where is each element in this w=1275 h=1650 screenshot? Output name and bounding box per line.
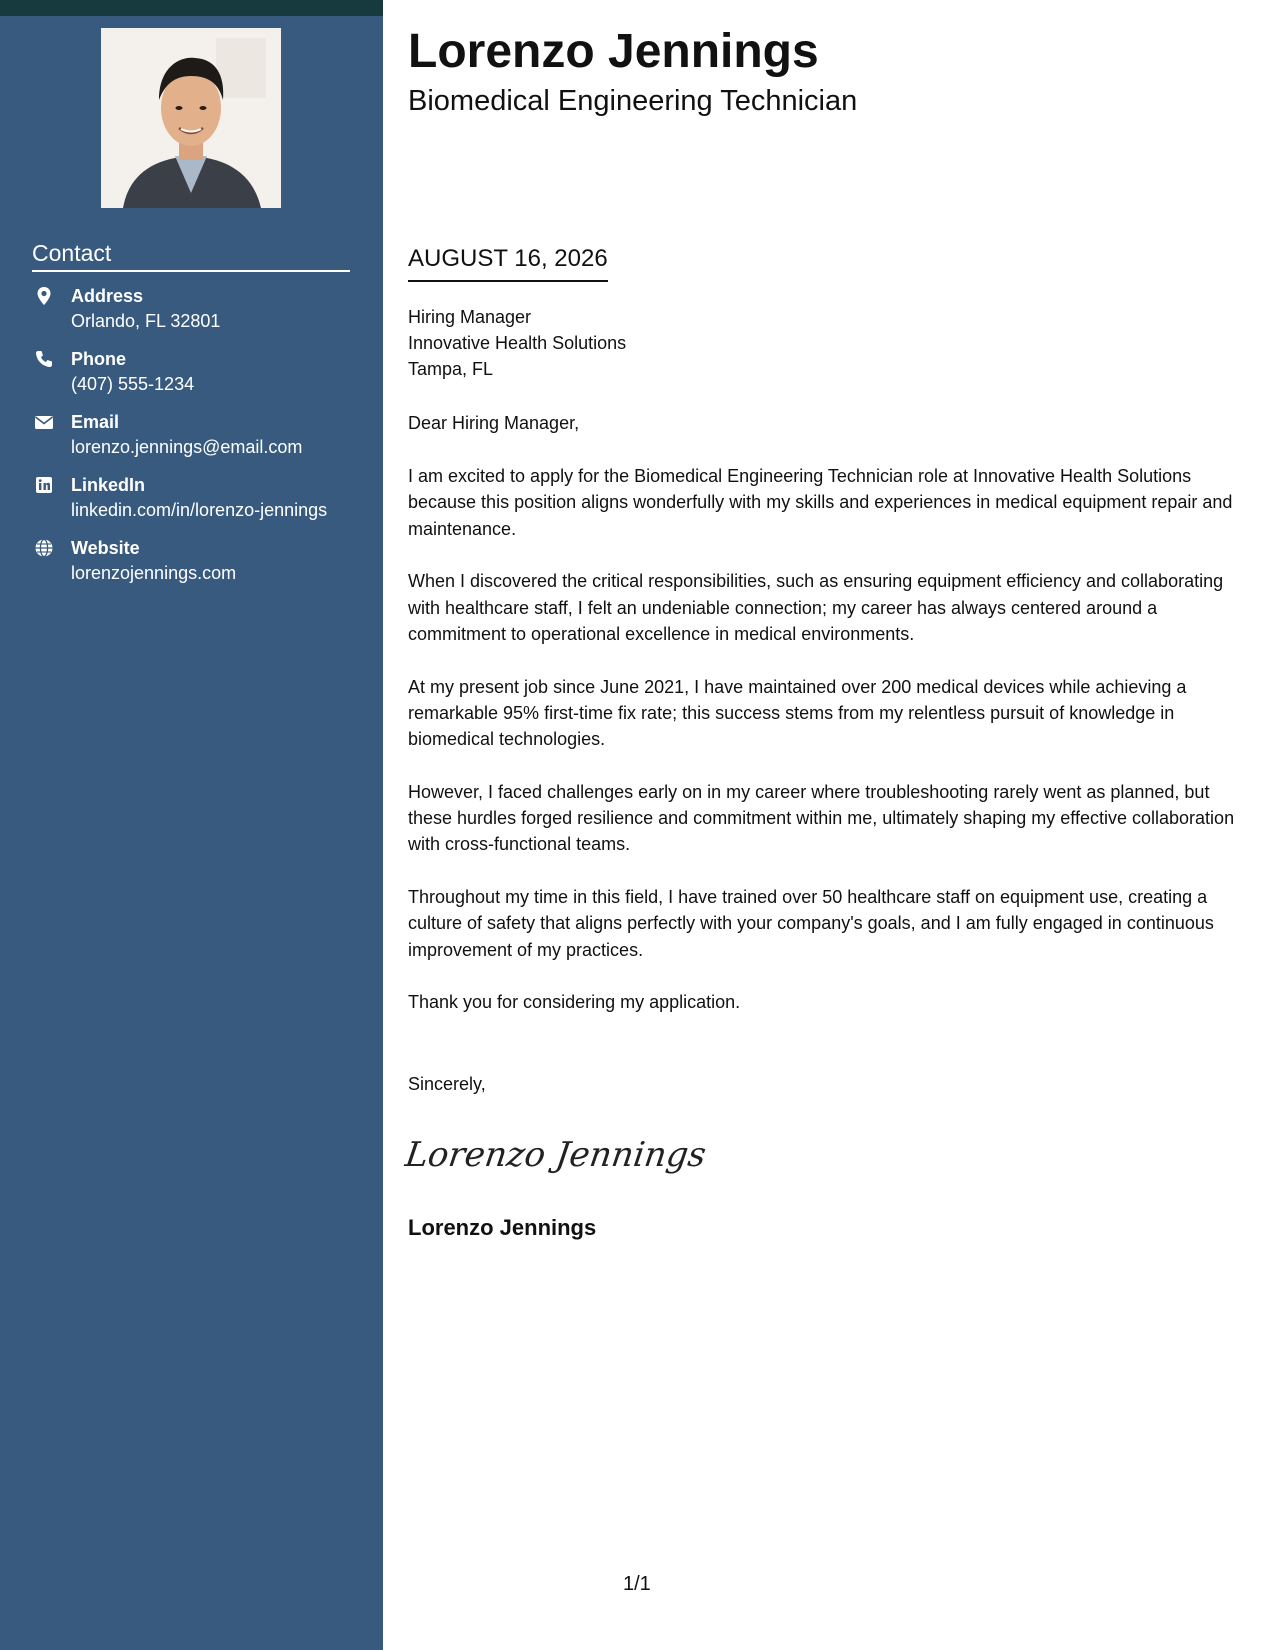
greeting: Dear Hiring Manager,	[408, 413, 580, 433]
address-value: Orlando, FL 32801	[71, 311, 221, 331]
body-paragraph: I am excited to apply for the Biomedical Engineering Technician role at Innovative Health Solutions because this position aligns wonderfully with my skills and experiences in medical equipment repair and maintenance.	[408, 466, 1233, 539]
signature	[402, 1124, 709, 1184]
contact-label: Email	[71, 412, 120, 432]
email-value[interactable]: lorenzo.jennings@email.com	[71, 437, 303, 457]
body-paragraph: At my present job since June 2021, I have maintained over 200 medical devices while achieving a remarkable 95% first-time fix rate; this success stems from my relentless pursuit of knowledge in biomedical technologies.	[408, 676, 1187, 750]
contact-label: LinkedIn	[71, 475, 146, 495]
letter-date: AUGUST 16, 2026	[408, 244, 608, 282]
body-paragraph: Throughout my time in this field, I have trained over 50 healthcare staff on equipment use, creating a culture of safety that aligns perfectly with your company's goals, and I am fully engaged in continuous improvement of my practices.	[408, 887, 1214, 960]
sidebar-top-bar	[0, 0, 383, 16]
envelope-icon	[34, 412, 54, 432]
globe-icon	[34, 538, 54, 558]
applicant-name: Lorenzo Jennings	[408, 25, 819, 78]
linkedin-icon	[34, 475, 54, 495]
letter-body	[408, 463, 1248, 1042]
contact-item-address	[32, 285, 372, 348]
map-pin-icon	[34, 286, 54, 306]
page-number: 1/1	[623, 1573, 651, 1595]
body-paragraph: Thank you for considering my application.	[408, 992, 741, 1013]
phone-value[interactable]: (407) 555-1234	[71, 374, 195, 394]
sidebar	[0, 0, 383, 1650]
contact-item-phone	[32, 348, 372, 411]
recipient-title: Hiring Manager	[408, 307, 532, 327]
contact-heading: Contact	[32, 240, 350, 272]
phone-icon	[34, 349, 54, 369]
signature-text: Lorenzo Jennings	[402, 1135, 709, 1175]
closing: Sincerely,	[408, 1074, 486, 1094]
contact-item-website	[32, 537, 372, 600]
body-paragraph: When I discovered the critical responsibilities, such as ensuring equipment efficiency and collaborating with healthcare staff, I felt an undeniable connection; my career has always centered around a commitment to operational excellence in medical environments.	[408, 571, 1224, 644]
recipient-block	[408, 304, 626, 382]
contact-label: Address	[71, 286, 144, 306]
contact-label: Phone	[71, 349, 127, 369]
contact-item-linkedin	[32, 474, 372, 537]
contact-list	[32, 285, 372, 600]
recipient-company: Innovative Health Solutions	[408, 333, 627, 353]
job-title: Biomedical Engineering Technician	[408, 85, 858, 117]
contact-item-email	[32, 411, 372, 474]
website-value[interactable]: lorenzojennings.com	[71, 563, 237, 583]
contact-label: Website	[71, 538, 140, 558]
profile-photo	[101, 28, 281, 208]
body-paragraph: However, I faced challenges early on in my career where troubleshooting rarely went as planned, but these hurdles forged resilience and commitment within me, ultimately shaping my effective collaboration with cross-functional teams.	[408, 781, 1235, 855]
recipient-location: Tampa, FL	[408, 359, 494, 379]
linkedin-value[interactable]: linkedin.com/in/lorenzo-jennings	[71, 500, 328, 520]
signed-name: Lorenzo Jennings	[408, 1215, 597, 1240]
